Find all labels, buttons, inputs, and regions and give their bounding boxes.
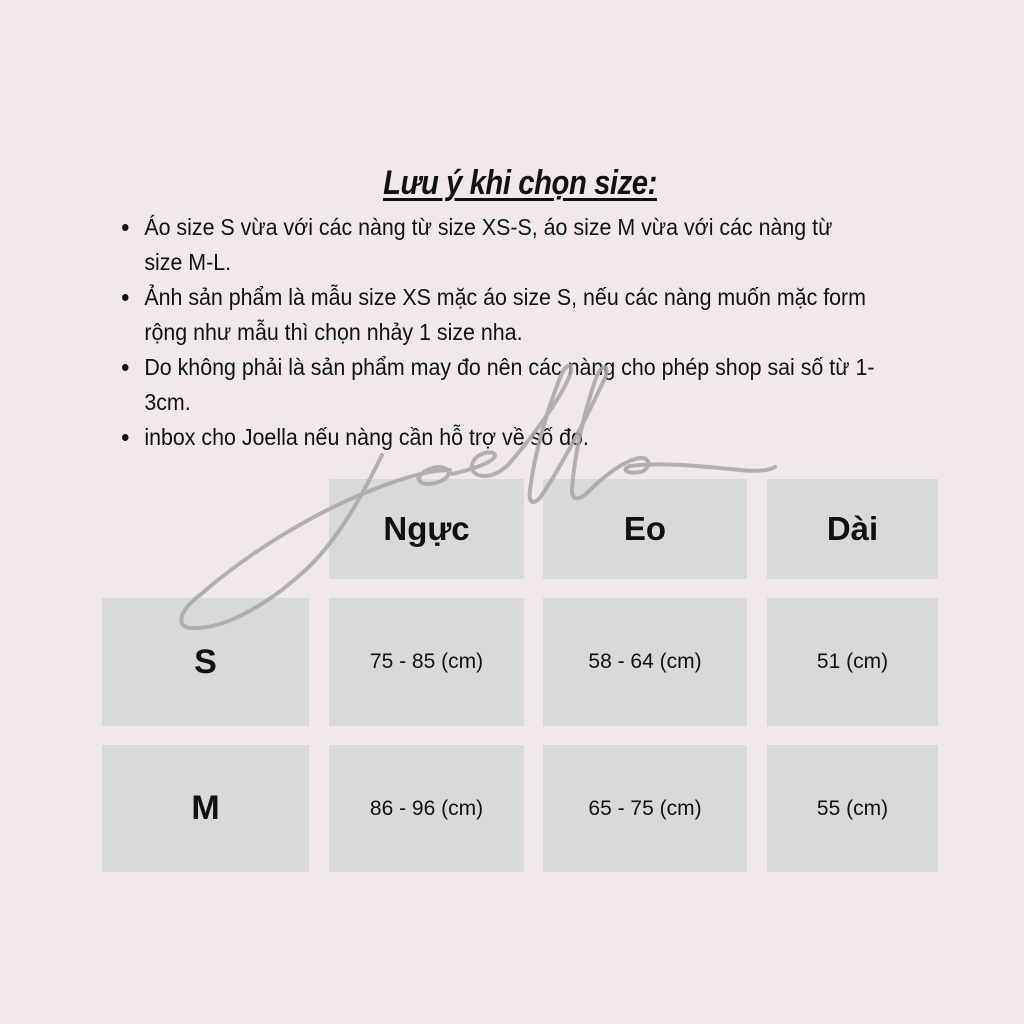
bullet-icon <box>122 364 129 371</box>
bullet-icon <box>122 294 129 301</box>
header-nguc: Ngực <box>329 479 524 579</box>
note-item: Ảnh sản phẩm là mẫu size XS mặc áo size S, nếu các nàng muốn mặc form rộng như mẫu thì chọn nhảy 1 size nha. <box>122 280 875 350</box>
row-label-s: S <box>102 598 309 726</box>
row-label-m: M <box>102 745 309 872</box>
header-dai: Dài <box>767 479 938 579</box>
note-item: inbox cho Joella nếu nàng cần hỗ trợ về số đo. <box>122 420 875 455</box>
notes-list <box>122 210 875 455</box>
table-cell: 75 - 85 (cm) <box>329 598 524 726</box>
bullet-icon <box>122 224 129 231</box>
note-item: Do không phải là sản phẩm may đo nên các nàng cho phép shop sai số từ 1-3cm. <box>122 350 875 420</box>
table-cell: 51 (cm) <box>767 598 938 726</box>
table-cell: 86 - 96 (cm) <box>329 745 524 872</box>
table-cell: 58 - 64 (cm) <box>543 598 747 726</box>
header-eo: Eo <box>543 479 747 579</box>
bullet-icon <box>122 434 129 441</box>
note-item: Áo size S vừa với các nàng từ size XS-S, áo size M vừa với các nàng từ size M-L. <box>122 210 875 280</box>
table-cell: 65 - 75 (cm) <box>543 745 747 872</box>
page-title: Lưu ý khi chọn size: <box>383 164 657 202</box>
table-cell: 55 (cm) <box>767 745 938 872</box>
